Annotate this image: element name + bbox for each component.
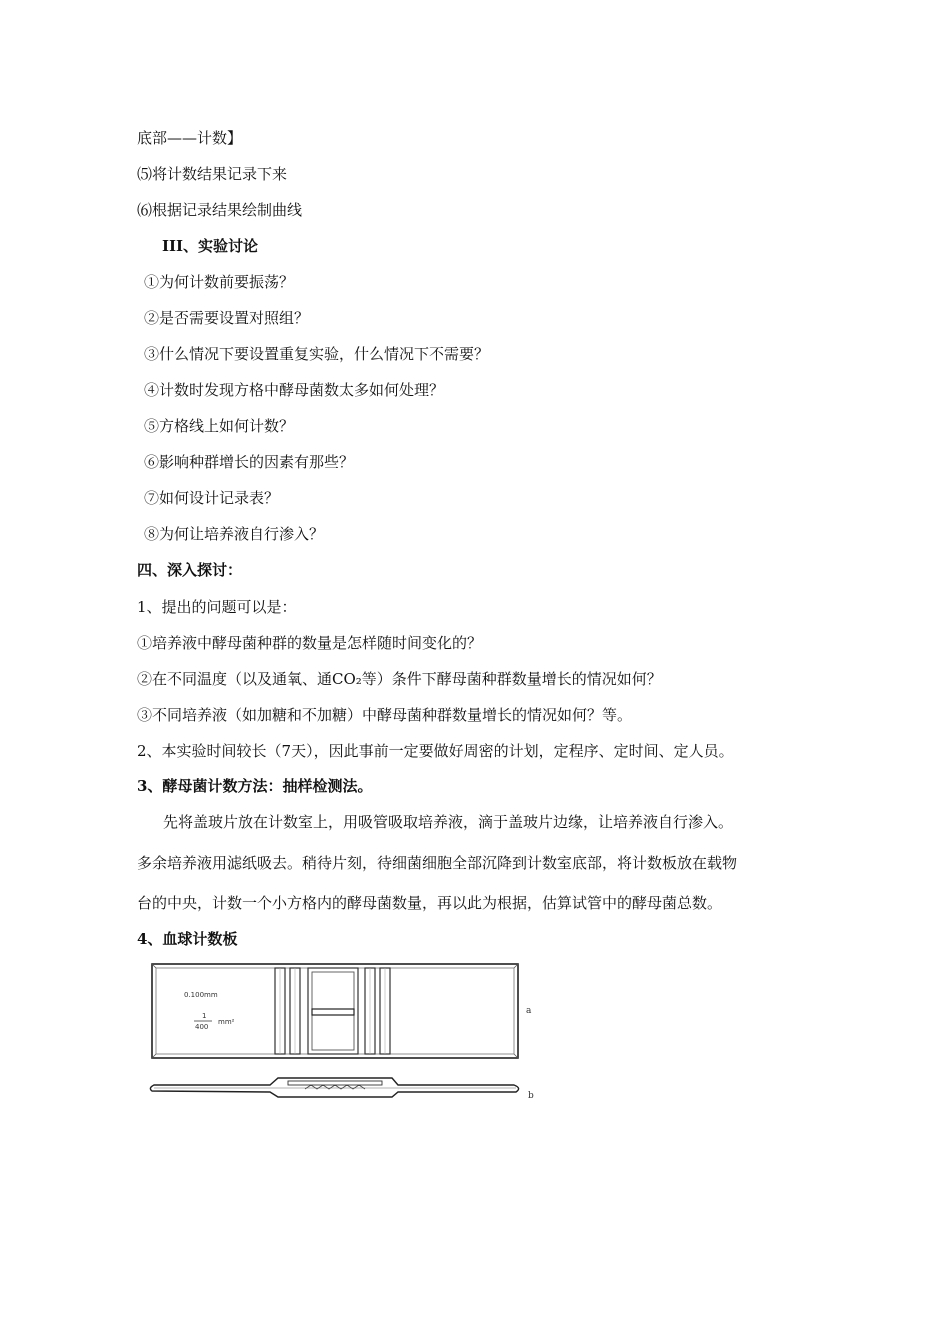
text-line: ⑸将计数结果记录下来	[137, 165, 288, 183]
hemocytometer-diagram	[140, 958, 550, 1108]
question-item: ④计数时发现方格中酵母菌数太多如何处理？	[144, 381, 445, 399]
question-item: ⑦如何设计记录表？	[144, 489, 280, 507]
text-line: ⑹根据记录结果绘制曲线	[137, 201, 303, 219]
question-item: ⑥影响种群增长的因素有那些？	[144, 453, 355, 471]
label-b: b	[528, 1091, 534, 1101]
text-line: 底部——计数】	[137, 129, 243, 147]
section-heading: III、实验讨论	[162, 237, 259, 255]
section-heading: 3、酵母菌计数方法：抽样检测法。	[137, 777, 373, 795]
question-item: ⑤方格线上如何计数？	[144, 417, 295, 435]
label-a: a	[526, 1006, 532, 1016]
paragraph-line: 台的中央，计数一个小方格内的酵母菌数量，再以此为根据，估算试管中的酵母菌总数。	[137, 894, 723, 912]
fraction-unit: mm²	[218, 1018, 235, 1026]
section-heading: 4、血球计数板	[137, 930, 238, 948]
list-item: ②在不同温度（以及通氧、通CO₂等）条件下酵母菌种群数量增长的情况如何？	[137, 670, 662, 688]
list-item: ③不同培养液（如加糖和不加糖）中酵母菌种群数量增长的情况如何？等。	[137, 706, 633, 724]
list-item: ①培养液中酵母菌种群的数量是怎样随时间变化的？	[137, 634, 483, 652]
text-line: 1、提出的问题可以是：	[137, 598, 297, 616]
section-heading: 四、深入探讨：	[137, 561, 243, 579]
fraction-denominator: 400	[195, 1023, 209, 1031]
scale-label: 0.100mm	[184, 991, 218, 999]
paragraph-line: 多余培养液用滤纸吸去。稍待片刻，待细菌细胞全部沉降到计数室底部，将计数板放在载物	[137, 854, 738, 872]
cover-glass-side	[288, 1081, 382, 1085]
question-item: ②是否需要设置对照组？	[144, 309, 310, 327]
question-item: ③什么情况下要设置重复实验，什么情况下不需要？	[144, 345, 490, 363]
fraction-numerator: 1	[202, 1012, 207, 1020]
text-line: 2、本实验时间较长（7天），因此事前一定要做好周密的计划，定程序、定时间、定人员。	[137, 742, 734, 760]
question-item: ⑧为何让培养液自行渗入？	[144, 525, 325, 543]
question-item: ①为何计数前要振荡？	[144, 273, 295, 291]
paragraph-line: 先将盖玻片放在计数室上，用吸管吸取培养液，滴于盖玻片边缘，让培养液自行渗入。	[163, 813, 734, 831]
